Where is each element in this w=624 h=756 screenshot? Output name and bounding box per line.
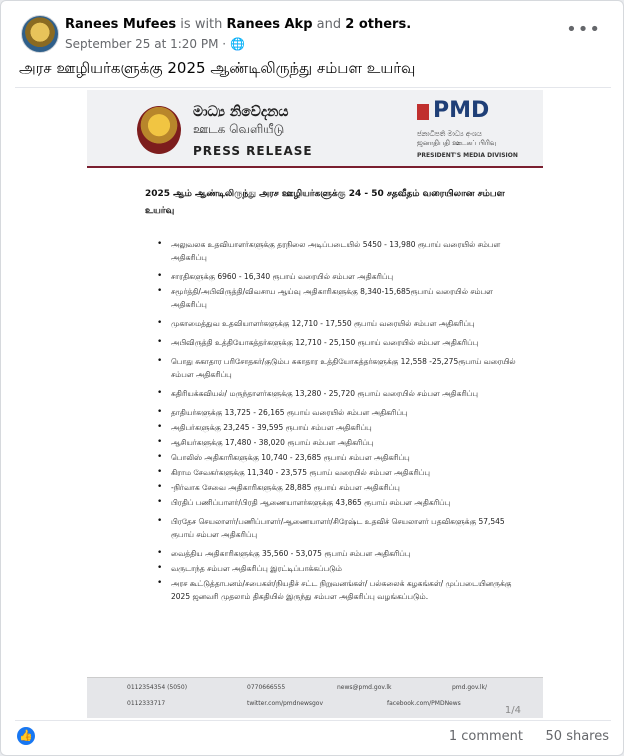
salary-list (157, 238, 527, 605)
list-item: • கிராம சேவகர்களுக்கு 11,340 - 23,575 ரூபாய் வரையில் சம்பள அதிகரிப்பு (157, 466, 527, 479)
press-release-label: PRESS RELEASE (193, 144, 313, 158)
meta-separator: · (222, 37, 227, 51)
phone-primary: 0112354354 (5050) (127, 684, 188, 691)
list-item: • பிரதேச செயலாளர்/பணிப்பாளர்/ஆணையாளர்/சிரேஷ்ட உதவிச் செயலாளர் பதவிகளுக்கு 57,545 ரூபாய் சம்பள அதிகரிப்பு (157, 515, 527, 541)
list-item: • அபிவிருத்தி உத்தியோகத்தர்களுக்கு 12,710 - 25,150 ரூபாய் வரையில் சம்பள அதிகரிப்பு (157, 336, 527, 349)
phone-secondary: 0112333717 (127, 700, 166, 707)
comments-count[interactable]: 1 comment (448, 729, 523, 744)
post-meta (65, 37, 245, 51)
list-item: • பிரதிப் பணிப்பாளர்/பிரதி ஆணையாளர்களுக்கு 43,865 ரூபாய் சம்பள அதிகரிப்பு (157, 496, 527, 509)
twitter-handle: twitter.com/pmdnewsgov (247, 700, 324, 707)
post-header (15, 11, 613, 55)
with-text: is with (180, 17, 223, 32)
list-item: • -நிர்வாக சேவை அதிகாரிகளுக்கு 28,885 ரூபாய் சம்பள அதிகரிப்பு (157, 481, 527, 494)
list-item: • வருடாந்த சம்பள அதிகரிப்பு இரட்டிப்பாக்கப்படும் (157, 562, 527, 575)
list-item: • சாரதிகளுக்கு 6960 - 16,340 ரூபாய் வரையில் சம்பள அதிகரிப்பு (157, 270, 527, 283)
post-image[interactable] (15, 87, 611, 721)
list-item: • முகாமைத்துவ உதவியாளர்களுக்கு 12,710 - 17,550 ரூபாய் வரையில் சம்பள அதிகரிப்பு (157, 317, 527, 330)
pmd-logo-mark (417, 104, 429, 120)
author-name[interactable]: Ranees Mufees (65, 17, 177, 32)
mobile-number: 0770666555 (247, 684, 286, 691)
pmd-english: PRESIDENT'S MEDIA DIVISION (417, 152, 518, 159)
list-item: • பொது சுகாதார பரிசோதகர்/குடும்ப சுகாதார உத்தியோகத்தர்களுக்கு 12,558 -25,275ரூபாய் வரையில் சம்பள அதிகரிப்பு (157, 355, 527, 381)
email-address: news@pmd.gov.lk (337, 684, 392, 691)
post-author-line (65, 17, 411, 32)
shares-count[interactable]: 50 shares (545, 729, 609, 744)
post-date[interactable]: September 25 at 1:20 PM (65, 37, 219, 51)
more-icon[interactable]: ••• (566, 19, 601, 40)
list-item: • அலுவலக உதவியாளர்களுக்கு தரநிலை அடிப்படையில் 5450 - 13,980 ரூபாய் வரையில் சம்பள அதிகரிப்பு (157, 238, 527, 264)
list-item: • கதிரியக்கவியல்/ மருந்தாளர்களுக்கு 13,280 - 25,720 ரூபாய் வரையில் சம்பள அதிகரிப்பு (157, 387, 527, 400)
list-item: • பொலிஸ் அதிகாரிகளுக்கு 10,740 - 23,685 ரூபாய் சம்பள அதிகரிப்பு (157, 451, 527, 464)
list-item: • வைத்திய அதிகாரிகளுக்கு 35,560 - 53,075 ரூபாய் சம்பள அதிகரிப்பு (157, 547, 527, 560)
pmd-subtitle: ජනාධිපති මාධ්‍ය අංශය ஜனாதிபதி ஊடகப் பிரிவு (417, 130, 497, 147)
post-footer (1, 719, 623, 755)
emblem-logo (137, 106, 181, 154)
list-item: • ஆசியர்களுக்கு 17,480 - 38,020 ரூபாய் சம்பள அதிகரிப்பு (157, 436, 527, 449)
tagged-others[interactable]: 2 others. (345, 17, 412, 32)
author-avatar[interactable] (21, 15, 59, 53)
list-item: • தாதியர்களுக்கு 13,725 - 26,165 ரூபாய் வரையில் சம்பள அதிகரிப்பு (157, 406, 527, 419)
document-headline: 2025 ஆம் ஆண்டிலிருந்து அரச ஊழியர்களுக்கு 24 - 50 சதவீதம் வரையிலான சம்பள உயர்வு (145, 189, 505, 216)
globe-icon: 🌐 (229, 37, 245, 51)
list-item: • அரச கூட்டுத்தாபனம்/சபைகள்/நியதிச் சட்ட நிறுவனங்கள்/ பல்கலைக் கழகங்கள்/ முப்படையினருக்கு 2025 ஜனவரி முதலாம் திகதியில் இருந்து சம்பள அதிகரிப்பு வழங்கப்படும். (157, 577, 527, 603)
pmd-logo-text: PMD (433, 98, 490, 123)
like-icon[interactable]: 👍 (17, 727, 35, 745)
list-item: • அதிபர்களுக்கு 23,245 - 39,595 ரூபாய் சம்பள அதிகரிப்பு (157, 421, 527, 434)
list-item: • சமூர்த்தி/அபிவிருத்தி/விவசாய ஆய்வு அதிகாரிகளுக்கு 8,340-15,685ரூபாய் வரையில் சம்பள அதிகரிப்பு (157, 285, 527, 311)
sinhala-title: මාධ්‍ය නිවේදනය (193, 104, 289, 120)
post-caption: அரச ஊழியர்களுக்கு 2025 ஆண்டிலிருந்து சம்பள உயர்வு (19, 59, 416, 77)
press-release-document (87, 90, 543, 718)
document-header (87, 90, 543, 168)
tagged-name[interactable]: Ranees Akp (226, 17, 313, 32)
website: pmd.gov.lk/ (452, 684, 488, 691)
and-text: and (316, 17, 342, 32)
tamil-title: ஊடக வெளியீடு (193, 122, 285, 136)
page-number: 1/4 (504, 705, 521, 716)
document-footer (87, 677, 543, 718)
facebook-page: facebook.com/PMDNews (387, 700, 461, 707)
